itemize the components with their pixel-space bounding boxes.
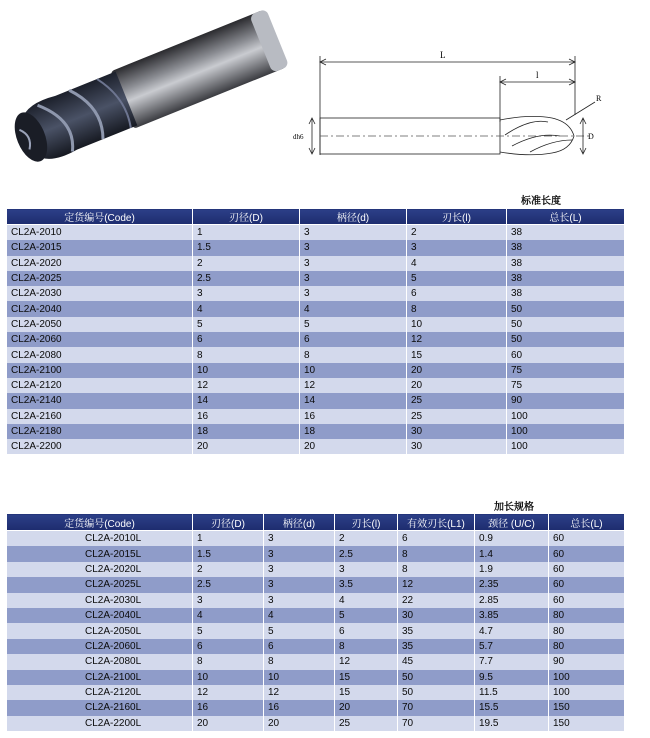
value-cell: 12 <box>407 332 507 347</box>
value-cell: 12 <box>264 685 335 700</box>
column-header: 柄径(d) <box>300 209 407 225</box>
column-header: 刃长(l) <box>407 209 507 225</box>
value-cell: 3 <box>264 562 335 577</box>
value-cell: 8 <box>398 562 475 577</box>
value-cell: 10 <box>407 317 507 332</box>
label-R: R <box>596 94 602 103</box>
table-row <box>7 531 625 547</box>
label-l: l <box>536 70 539 80</box>
column-header: 柄径(d) <box>264 514 335 531</box>
value-cell: 3 <box>300 240 407 255</box>
table-row <box>7 700 625 715</box>
value-cell: 1.9 <box>475 562 549 577</box>
value-cell: 38 <box>507 225 625 241</box>
table-row <box>7 240 625 255</box>
code-cell: CL2A-2080 <box>7 347 193 362</box>
code-cell: CL2A-2080L <box>7 654 193 669</box>
value-cell: 50 <box>507 317 625 332</box>
code-cell: CL2A-2140 <box>7 393 193 408</box>
value-cell: 50 <box>398 670 475 685</box>
table2-caption: 加长规格 <box>494 502 534 513</box>
value-cell: 50 <box>507 301 625 316</box>
column-header: 有效刃长(L1) <box>398 514 475 531</box>
value-cell: 35 <box>398 623 475 638</box>
value-cell: 6 <box>335 623 398 638</box>
value-cell: 12 <box>335 654 398 669</box>
flute-outline <box>500 116 574 154</box>
value-cell: 20 <box>193 716 264 731</box>
value-cell: 60 <box>549 577 625 592</box>
value-cell: 6 <box>264 639 335 654</box>
value-cell: 50 <box>507 332 625 347</box>
value-cell: 9.5 <box>475 670 549 685</box>
column-header: 定货编号(Code) <box>7 209 193 225</box>
table-row <box>7 608 625 623</box>
code-cell: CL2A-2120L <box>7 685 193 700</box>
value-cell: 80 <box>549 608 625 623</box>
value-cell: 10 <box>193 670 264 685</box>
value-cell: 100 <box>507 409 625 424</box>
value-cell: 20 <box>193 439 300 454</box>
value-cell: 16 <box>264 700 335 715</box>
value-cell: 12 <box>398 577 475 592</box>
value-cell: 8 <box>264 654 335 669</box>
value-cell: 3 <box>264 593 335 608</box>
table-row <box>7 670 625 685</box>
value-cell: 12 <box>193 378 300 393</box>
value-cell: 5 <box>193 623 264 638</box>
value-cell: 2 <box>335 531 398 547</box>
value-cell: 16 <box>193 700 264 715</box>
value-cell: 6 <box>300 332 407 347</box>
value-cell: 60 <box>507 347 625 362</box>
table-row <box>7 546 625 561</box>
value-cell: 3 <box>300 256 407 271</box>
value-cell: 7.7 <box>475 654 549 669</box>
value-cell: 2.35 <box>475 577 549 592</box>
code-cell: CL2A-2200 <box>7 439 193 454</box>
code-cell: CL2A-2160L <box>7 700 193 715</box>
value-cell: 25 <box>407 393 507 408</box>
value-cell: 6 <box>193 332 300 347</box>
technical-drawing <box>290 40 620 170</box>
value-cell: 20 <box>407 378 507 393</box>
value-cell: 3 <box>300 225 407 241</box>
code-cell: CL2A-2040 <box>7 301 193 316</box>
value-cell: 12 <box>193 685 264 700</box>
code-cell: CL2A-2200L <box>7 716 193 731</box>
value-cell: 80 <box>549 639 625 654</box>
column-header: 刃长(l) <box>335 514 398 531</box>
value-cell: 3 <box>300 271 407 286</box>
table-row <box>7 577 625 592</box>
value-cell: 15.5 <box>475 700 549 715</box>
value-cell: 4.7 <box>475 623 549 638</box>
value-cell: 19.5 <box>475 716 549 731</box>
code-cell: CL2A-2015L <box>7 546 193 561</box>
table-row <box>7 639 625 654</box>
code-cell: CL2A-2025 <box>7 271 193 286</box>
table-row <box>7 654 625 669</box>
value-cell: 1.5 <box>193 546 264 561</box>
code-cell: CL2A-2015 <box>7 240 193 255</box>
table-row <box>7 562 625 577</box>
value-cell: 4 <box>300 301 407 316</box>
column-header: 刃径(D) <box>193 514 264 531</box>
value-cell: 38 <box>507 240 625 255</box>
value-cell: 3 <box>264 577 335 592</box>
value-cell: 15 <box>407 347 507 362</box>
value-cell: 2.5 <box>335 546 398 561</box>
code-cell: CL2A-2030L <box>7 593 193 608</box>
table-row <box>7 593 625 608</box>
value-cell: 20 <box>300 439 407 454</box>
value-cell: 6 <box>407 286 507 301</box>
value-cell: 60 <box>549 562 625 577</box>
table-row <box>7 409 625 424</box>
table-row <box>7 623 625 638</box>
standard-length-table <box>6 208 625 454</box>
value-cell: 50 <box>398 685 475 700</box>
value-cell: 15 <box>335 685 398 700</box>
table1-caption: 标准长度 <box>521 196 561 207</box>
table-row <box>7 424 625 439</box>
value-cell: 3.5 <box>335 577 398 592</box>
value-cell: 90 <box>549 654 625 669</box>
value-cell: 75 <box>507 378 625 393</box>
value-cell: 38 <box>507 286 625 301</box>
table-row <box>7 347 625 362</box>
value-cell: 3 <box>300 286 407 301</box>
code-cell: CL2A-2050L <box>7 623 193 638</box>
code-cell: CL2A-2010 <box>7 225 193 241</box>
value-cell: 15 <box>335 670 398 685</box>
code-cell: CL2A-2010L <box>7 531 193 547</box>
value-cell: 5 <box>300 317 407 332</box>
value-cell: 0.9 <box>475 531 549 547</box>
value-cell: 70 <box>398 700 475 715</box>
label-D: D <box>588 132 594 141</box>
value-cell: 25 <box>335 716 398 731</box>
table-row <box>7 317 625 332</box>
value-cell: 20 <box>335 700 398 715</box>
value-cell: 1.4 <box>475 546 549 561</box>
table-row <box>7 393 625 408</box>
value-cell: 10 <box>193 363 300 378</box>
value-cell: 45 <box>398 654 475 669</box>
value-cell: 10 <box>264 670 335 685</box>
value-cell: 150 <box>549 700 625 715</box>
value-cell: 3 <box>264 546 335 561</box>
value-cell: 4 <box>407 256 507 271</box>
value-cell: 8 <box>193 654 264 669</box>
extended-length-table <box>6 513 625 731</box>
value-cell: 5.7 <box>475 639 549 654</box>
column-header: 颈径 (U/C) <box>475 514 549 531</box>
code-cell: CL2A-2025L <box>7 577 193 592</box>
value-cell: 10 <box>300 363 407 378</box>
value-cell: 38 <box>507 271 625 286</box>
label-dh6: dh6 <box>293 133 304 141</box>
value-cell: 6 <box>193 639 264 654</box>
value-cell: 2 <box>407 225 507 241</box>
code-cell: CL2A-2030 <box>7 286 193 301</box>
code-cell: CL2A-2100 <box>7 363 193 378</box>
value-cell: 14 <box>193 393 300 408</box>
value-cell: 4 <box>264 608 335 623</box>
value-cell: 25 <box>407 409 507 424</box>
value-cell: 60 <box>549 531 625 547</box>
value-cell: 60 <box>549 593 625 608</box>
value-cell: 3 <box>264 531 335 547</box>
value-cell: 12 <box>300 378 407 393</box>
value-cell: 1.5 <box>193 240 300 255</box>
product-photo <box>0 0 300 170</box>
value-cell: 70 <box>398 716 475 731</box>
code-cell: CL2A-2100L <box>7 670 193 685</box>
value-cell: 8 <box>193 347 300 362</box>
table-row <box>7 256 625 271</box>
value-cell: 2.5 <box>193 271 300 286</box>
code-cell: CL2A-2050 <box>7 317 193 332</box>
table-row <box>7 363 625 378</box>
code-cell: CL2A-2060 <box>7 332 193 347</box>
column-header: 刃径(D) <box>193 209 300 225</box>
value-cell: 150 <box>549 716 625 731</box>
value-cell: 5 <box>264 623 335 638</box>
value-cell: 30 <box>407 439 507 454</box>
code-cell: CL2A-2020 <box>7 256 193 271</box>
value-cell: 16 <box>300 409 407 424</box>
table-row <box>7 378 625 393</box>
value-cell: 22 <box>398 593 475 608</box>
value-cell: 2 <box>193 562 264 577</box>
value-cell: 5 <box>335 608 398 623</box>
value-cell: 8 <box>407 301 507 316</box>
value-cell: 3 <box>193 286 300 301</box>
table-row <box>7 225 625 241</box>
value-cell: 3 <box>407 240 507 255</box>
value-cell: 18 <box>193 424 300 439</box>
value-cell: 1 <box>193 225 300 241</box>
value-cell: 14 <box>300 393 407 408</box>
value-cell: 100 <box>549 670 625 685</box>
value-cell: 100 <box>549 685 625 700</box>
value-cell: 3.85 <box>475 608 549 623</box>
value-cell: 30 <box>398 608 475 623</box>
value-cell: 35 <box>398 639 475 654</box>
table-row <box>7 439 625 454</box>
value-cell: 100 <box>507 424 625 439</box>
value-cell: 20 <box>407 363 507 378</box>
value-cell: 4 <box>193 608 264 623</box>
label-L: L <box>440 50 446 60</box>
value-cell: 18 <box>300 424 407 439</box>
value-cell: 2.85 <box>475 593 549 608</box>
code-cell: CL2A-2120 <box>7 378 193 393</box>
value-cell: 90 <box>507 393 625 408</box>
table-header-row <box>7 514 625 531</box>
code-cell: CL2A-2180 <box>7 424 193 439</box>
value-cell: 3 <box>193 593 264 608</box>
column-header: 总长(L) <box>549 514 625 531</box>
value-cell: 100 <box>507 439 625 454</box>
value-cell: 20 <box>264 716 335 731</box>
table-row <box>7 716 625 731</box>
value-cell: 11.5 <box>475 685 549 700</box>
value-cell: 30 <box>407 424 507 439</box>
value-cell: 80 <box>549 623 625 638</box>
value-cell: 1 <box>193 531 264 547</box>
value-cell: 8 <box>335 639 398 654</box>
table-row <box>7 685 625 700</box>
code-cell: CL2A-2160 <box>7 409 193 424</box>
value-cell: 8 <box>300 347 407 362</box>
table-row <box>7 301 625 316</box>
value-cell: 4 <box>193 301 300 316</box>
value-cell: 2.5 <box>193 577 264 592</box>
value-cell: 6 <box>398 531 475 547</box>
table-row <box>7 271 625 286</box>
value-cell: 38 <box>507 256 625 271</box>
value-cell: 60 <box>549 546 625 561</box>
table-row <box>7 332 625 347</box>
column-header: 总长(L) <box>507 209 625 225</box>
value-cell: 16 <box>193 409 300 424</box>
value-cell: 5 <box>407 271 507 286</box>
value-cell: 75 <box>507 363 625 378</box>
table-header-row <box>7 209 625 225</box>
column-header: 定货编号(Code) <box>7 514 193 531</box>
value-cell: 4 <box>335 593 398 608</box>
code-cell: CL2A-2060L <box>7 639 193 654</box>
code-cell: CL2A-2020L <box>7 562 193 577</box>
value-cell: 8 <box>398 546 475 561</box>
value-cell: 3 <box>335 562 398 577</box>
value-cell: 2 <box>193 256 300 271</box>
code-cell: CL2A-2040L <box>7 608 193 623</box>
value-cell: 5 <box>193 317 300 332</box>
table-row <box>7 286 625 301</box>
